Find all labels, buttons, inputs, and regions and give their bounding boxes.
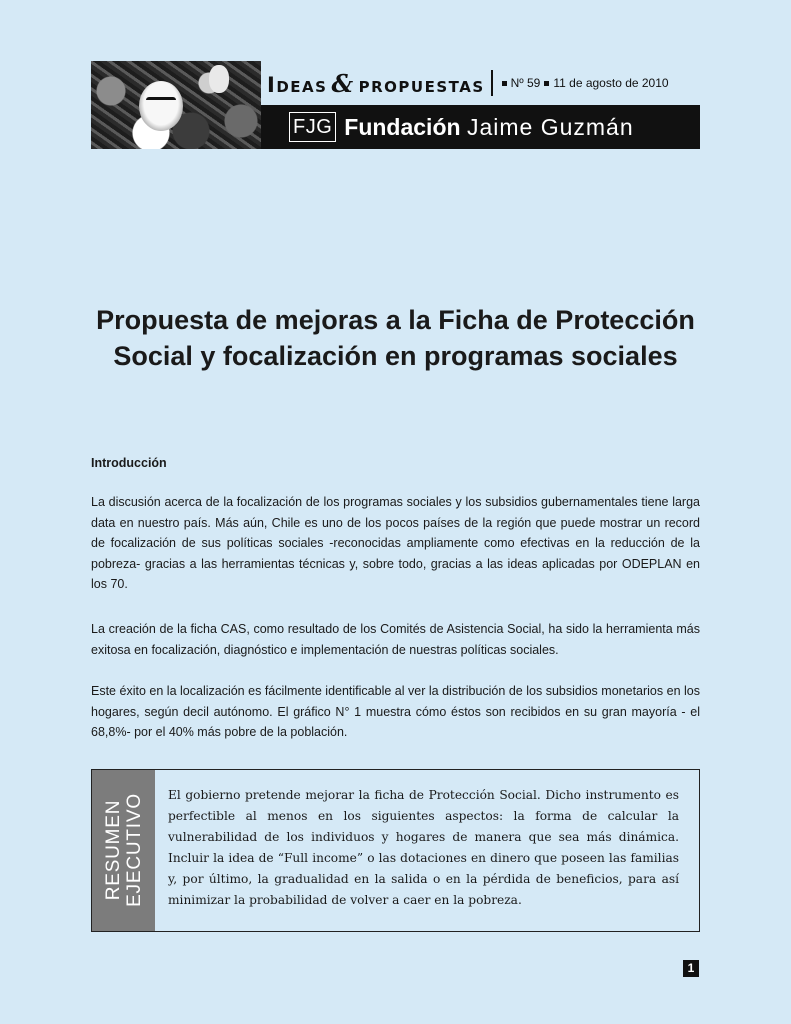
issue-info — [498, 76, 669, 90]
series-divider — [491, 70, 493, 96]
masthead — [91, 61, 700, 149]
bullet-square-icon — [544, 81, 549, 86]
issue-date: 11 de agosto de 2010 — [553, 76, 669, 90]
foundation-name: Fundación Jaime Guzmán — [344, 113, 634, 140]
issue-number: Nº 59 — [510, 76, 541, 90]
paragraph-1: La discusión acerca de la focalización de los programas sociales y los subsidios gubernamentales tiene larga data en nuestro país. Más aún, Chile es uno de los pocos países de la región que puede mostrar un record de focalización de sus políticas sociales -reconocidas ampliamente como efectivas en la reducción de la pobreza- gracias a las herramientas técnicas y, sobre todo, gracias a las ideas aplicadas por ODEPLAN en los 70. — [91, 495, 700, 591]
paragraph-2: La creación de la ficha CAS, como resultado de los Comités de Asistencia Social, ha sido la herramienta más exitosa en focalización, diagnóstico e implementación de nuestras políticas sociales. — [91, 622, 700, 657]
fjg-logo: FJG — [289, 112, 336, 142]
section-heading: Introducción — [91, 456, 167, 470]
photo-glasses — [146, 97, 176, 108]
bullet-square-icon — [502, 81, 507, 86]
series-name: IDEAS & PROPUESTAS — [267, 68, 485, 98]
photo-raised-hand — [209, 65, 229, 93]
header-photo — [91, 61, 261, 149]
title-line-1: Propuesta de mejoras a la Ficha de Protección — [96, 305, 695, 335]
summary-label: RESUMEN EJECUTIVO — [103, 793, 145, 907]
executive-summary-box — [91, 769, 700, 932]
summary-sidebar — [92, 770, 155, 931]
document-title — [60, 302, 731, 374]
paragraph-3: Este éxito en la localización es fácilmente identificable al ver la distribución de los subsidios monetarios en los hogares, según decil autónomo. El gráfico N° 1 muestra cómo éstos son recibidos en su gran mayoría - el 68,8%- por el 40% más pobre de la población. — [91, 684, 700, 739]
title-line-2: Social y focalización en programas sociales — [113, 341, 678, 371]
page-number: 1 — [683, 960, 699, 977]
summary-text: El gobierno pretende mejorar la ficha de Protección Social. Dicho instrumento es perfectible al menos en los siguientes aspectos: la forma de calcular la vulnerabilidad de los individuos y hogares de manera que sea más dinámica. Incluir la idea de “Full income” o las dotaciones en dinero que poseen las familias y, por último, la gradualidad en la salida o en la pérdida de beneficios, para así minimizar la probabilidad de volver a caer en la pobreza. — [168, 788, 679, 907]
series-line — [261, 61, 700, 105]
foundation-band — [261, 105, 700, 149]
